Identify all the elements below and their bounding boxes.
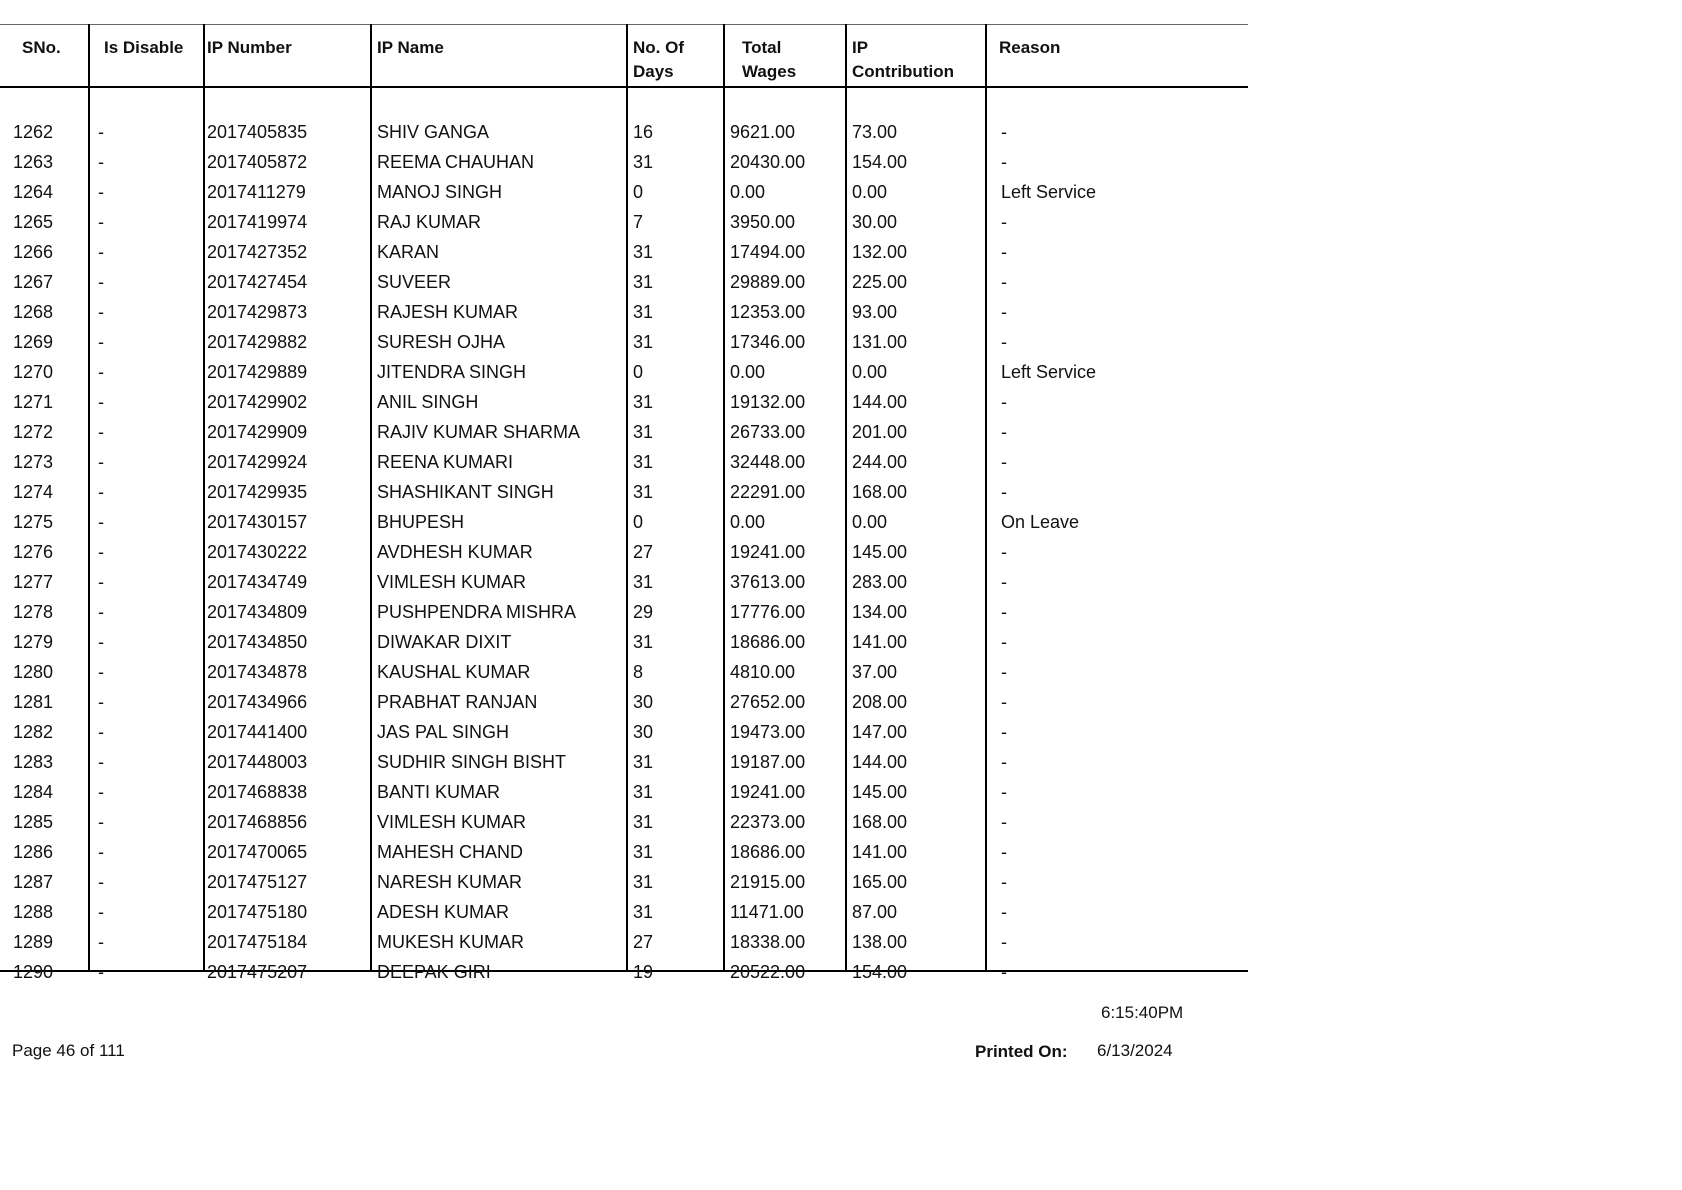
cell-is-disable: - — [98, 632, 104, 652]
table-row — [0, 357, 1248, 387]
cell-no-of-days: 8 — [633, 662, 644, 682]
cell-ip-contribution: 0.00 — [852, 512, 888, 532]
printed-on-label: Printed On: — [975, 1042, 1068, 1061]
cell-ip-contribution: 244.00 — [852, 452, 908, 472]
cell-ip-number: 2017427352 — [207, 242, 308, 262]
cell-is-disable: - — [98, 362, 104, 382]
cell-total-wages: 0.00 — [730, 362, 766, 382]
cell-no-of-days: 31 — [633, 272, 654, 292]
cell-ip-name: JAS PAL SINGH — [377, 722, 510, 742]
cell-total-wages: 19187.00 — [730, 752, 806, 772]
cell-no-of-days: 31 — [633, 152, 654, 172]
cell-sno: 1278 — [13, 602, 54, 622]
cell-sno: 1287 — [13, 872, 54, 892]
cell-total-wages: 19132.00 — [730, 392, 806, 412]
cell-reason: - — [1001, 812, 1007, 832]
cell-sno: 1286 — [13, 842, 54, 862]
cell-reason: - — [1001, 572, 1007, 592]
cell-is-disable: - — [98, 272, 104, 292]
cell-ip-name: KARAN — [377, 242, 440, 262]
cell-ip-name: AVDHESH KUMAR — [377, 542, 533, 562]
cell-ip-number: 2017430157 — [207, 512, 308, 532]
cell-total-wages: 37613.00 — [730, 572, 806, 592]
cell-total-wages: 18338.00 — [730, 932, 806, 952]
cell-sno: 1279 — [13, 632, 54, 652]
cell-is-disable: - — [98, 902, 104, 922]
cell-ip-number: 2017475127 — [207, 872, 308, 892]
cell-ip-contribution: 144.00 — [852, 392, 908, 412]
table-row — [0, 177, 1248, 207]
cell-is-disable: - — [98, 722, 104, 742]
cell-no-of-days: 27 — [633, 932, 654, 952]
cell-ip-name: RAJIV KUMAR SHARMA — [377, 422, 581, 442]
cell-total-wages: 0.00 — [730, 182, 766, 202]
cell-no-of-days: 31 — [633, 812, 654, 832]
cell-reason: - — [1001, 242, 1007, 262]
cell-total-wages: 3950.00 — [730, 212, 796, 232]
cell-ip-contribution: 145.00 — [852, 542, 908, 562]
cell-no-of-days: 30 — [633, 692, 654, 712]
table-body — [0, 117, 1248, 987]
cell-sno: 1265 — [13, 212, 54, 232]
cell-ip-name: VIMLESH KUMAR — [377, 812, 527, 832]
cell-is-disable: - — [98, 572, 104, 592]
cell-ip-name: DIWAKAR DIXIT — [377, 632, 512, 652]
cell-sno: 1274 — [13, 482, 54, 502]
cell-ip-contribution: 141.00 — [852, 632, 908, 652]
cell-no-of-days: 0 — [633, 512, 644, 532]
cell-is-disable: - — [98, 962, 104, 982]
cell-total-wages: 32448.00 — [730, 452, 806, 472]
cell-total-wages: 20430.00 — [730, 152, 806, 172]
cell-reason: - — [1001, 962, 1007, 982]
cell-sno: 1289 — [13, 932, 54, 952]
cell-ip-name: ANIL SINGH — [377, 392, 479, 412]
cell-ip-number: 2017419974 — [207, 212, 308, 232]
cell-ip-name: SHASHIKANT SINGH — [377, 482, 554, 502]
cell-reason: Left Service — [1001, 182, 1097, 202]
cell-ip-contribution: 131.00 — [852, 332, 908, 352]
table-row — [0, 747, 1248, 777]
cell-reason: - — [1001, 422, 1007, 442]
cell-sno: 1267 — [13, 272, 54, 292]
cell-ip-contribution: 283.00 — [852, 572, 908, 592]
cell-is-disable: - — [98, 812, 104, 832]
cell-is-disable: - — [98, 482, 104, 502]
cell-sno: 1266 — [13, 242, 54, 262]
cell-ip-contribution: 144.00 — [852, 752, 908, 772]
cell-total-wages: 20522.00 — [730, 962, 806, 982]
table-row — [0, 387, 1248, 417]
table-row — [0, 657, 1248, 687]
table-row — [0, 117, 1248, 147]
header-sno: SNo. — [22, 38, 61, 57]
cell-ip-number: 2017429873 — [207, 302, 308, 322]
cell-ip-contribution: 154.00 — [852, 152, 908, 172]
cell-total-wages: 26733.00 — [730, 422, 806, 442]
cell-ip-name: RAJESH KUMAR — [377, 302, 519, 322]
cell-total-wages: 17494.00 — [730, 242, 806, 262]
cell-reason: - — [1001, 452, 1007, 472]
cell-total-wages: 21915.00 — [730, 872, 806, 892]
printed-on-date: 6/13/2024 — [1097, 1041, 1173, 1060]
cell-sno: 1275 — [13, 512, 54, 532]
cell-ip-contribution: 132.00 — [852, 242, 908, 262]
cell-sno: 1264 — [13, 182, 54, 202]
cell-reason: - — [1001, 752, 1007, 772]
cell-no-of-days: 31 — [633, 422, 654, 442]
cell-is-disable: - — [98, 932, 104, 952]
cell-is-disable: - — [98, 512, 104, 532]
cell-reason: - — [1001, 632, 1007, 652]
cell-ip-number: 2017430222 — [207, 542, 308, 562]
cell-sno: 1284 — [13, 782, 54, 802]
cell-ip-number: 2017475184 — [207, 932, 308, 952]
cell-ip-name: VIMLESH KUMAR — [377, 572, 527, 592]
cell-no-of-days: 31 — [633, 872, 654, 892]
cell-ip-contribution: 30.00 — [852, 212, 898, 232]
cell-no-of-days: 27 — [633, 542, 654, 562]
cell-ip-name: SHIV GANGA — [377, 122, 490, 142]
cell-total-wages: 9621.00 — [730, 122, 796, 142]
cell-ip-name: MUKESH KUMAR — [377, 932, 525, 952]
header-ip-name: IP Name — [377, 38, 444, 57]
cell-ip-contribution: 208.00 — [852, 692, 908, 712]
cell-no-of-days: 31 — [633, 842, 654, 862]
cell-total-wages: 11471.00 — [730, 902, 804, 922]
cell-ip-number: 2017434809 — [207, 602, 308, 622]
table-row — [0, 267, 1248, 297]
cell-total-wages: 19473.00 — [730, 722, 806, 742]
cell-total-wages: 17776.00 — [730, 602, 806, 622]
cell-reason: - — [1001, 782, 1007, 802]
cell-sno: 1280 — [13, 662, 54, 682]
cell-is-disable: - — [98, 392, 104, 412]
cell-ip-name: PUSHPENDRA MISHRA — [377, 602, 577, 622]
cell-ip-name: MANOJ SINGH — [377, 182, 503, 202]
cell-no-of-days: 0 — [633, 182, 644, 202]
table-row — [0, 447, 1248, 477]
table-row — [0, 297, 1248, 327]
cell-ip-name: JITENDRA SINGH — [377, 362, 527, 382]
header-ip-contribution: IP Contribution — [852, 38, 954, 81]
cell-is-disable: - — [98, 692, 104, 712]
table-row — [0, 507, 1248, 537]
cell-ip-name: REEMA CHAUHAN — [377, 152, 535, 172]
cell-ip-number: 2017434966 — [207, 692, 308, 712]
table-row — [0, 897, 1248, 927]
cell-ip-number: 2017405835 — [207, 122, 308, 142]
cell-total-wages: 29889.00 — [730, 272, 806, 292]
print-time: 6:15:40PM — [1101, 1003, 1184, 1022]
cell-reason: On Leave — [1001, 512, 1080, 532]
cell-ip-number: 2017468856 — [207, 812, 308, 832]
header-is-disable: Is Disable — [104, 38, 184, 57]
cell-reason: - — [1001, 152, 1007, 172]
cell-ip-name: BHUPESH — [377, 512, 465, 532]
table-row — [0, 237, 1248, 267]
cell-is-disable: - — [98, 752, 104, 772]
cell-reason: - — [1001, 842, 1007, 862]
cell-total-wages: 17346.00 — [730, 332, 806, 352]
cell-is-disable: - — [98, 182, 104, 202]
cell-no-of-days: 31 — [633, 782, 654, 802]
cell-reason: Left Service — [1001, 362, 1097, 382]
table-row — [0, 537, 1248, 567]
cell-reason: - — [1001, 692, 1007, 712]
cell-reason: - — [1001, 602, 1007, 622]
cell-no-of-days: 31 — [633, 482, 654, 502]
header-total-wages: Total Wages — [742, 38, 797, 81]
cell-ip-contribution: 73.00 — [852, 122, 898, 142]
table-row — [0, 597, 1248, 627]
cell-ip-number: 2017427454 — [207, 272, 308, 292]
cell-sno: 1285 — [13, 812, 54, 832]
cell-no-of-days: 16 — [633, 122, 654, 142]
contribution-table — [0, 24, 1248, 982]
cell-ip-name: DEEPAK GIRI — [377, 962, 491, 982]
cell-reason: - — [1001, 542, 1007, 562]
cell-is-disable: - — [98, 842, 104, 862]
cell-sno: 1276 — [13, 542, 54, 562]
cell-is-disable: - — [98, 122, 104, 142]
table-row — [0, 687, 1248, 717]
cell-reason: - — [1001, 332, 1007, 352]
cell-total-wages: 12353.00 — [730, 302, 806, 322]
cell-sno: 1281 — [13, 692, 54, 712]
cell-ip-name: PRABHAT RANJAN — [377, 692, 538, 712]
cell-sno: 1272 — [13, 422, 54, 442]
cell-reason: - — [1001, 212, 1007, 232]
cell-reason: - — [1001, 272, 1007, 292]
table-row — [0, 627, 1248, 657]
cell-total-wages: 27652.00 — [730, 692, 806, 712]
cell-ip-number: 2017475180 — [207, 902, 308, 922]
cell-reason: - — [1001, 482, 1007, 502]
cell-reason: - — [1001, 722, 1007, 742]
cell-sno: 1273 — [13, 452, 54, 472]
header-ip-number: IP Number — [207, 38, 292, 57]
cell-total-wages: 22291.00 — [730, 482, 806, 502]
cell-is-disable: - — [98, 602, 104, 622]
cell-no-of-days: 29 — [633, 602, 654, 622]
cell-ip-number: 2017429924 — [207, 452, 308, 472]
cell-ip-contribution: 201.00 — [852, 422, 908, 442]
cell-sno: 1269 — [13, 332, 54, 352]
cell-total-wages: 18686.00 — [730, 842, 806, 862]
cell-total-wages: 18686.00 — [730, 632, 806, 652]
cell-is-disable: - — [98, 662, 104, 682]
cell-reason: - — [1001, 392, 1007, 412]
cell-ip-number: 2017429882 — [207, 332, 308, 352]
cell-is-disable: - — [98, 782, 104, 802]
cell-is-disable: - — [98, 152, 104, 172]
cell-ip-contribution: 147.00 — [852, 722, 908, 742]
cell-ip-number: 2017434878 — [207, 662, 308, 682]
table-row — [0, 867, 1248, 897]
cell-ip-number: 2017429909 — [207, 422, 308, 442]
cell-is-disable: - — [98, 332, 104, 352]
cell-reason: - — [1001, 302, 1007, 322]
cell-ip-contribution: 0.00 — [852, 182, 888, 202]
table-row — [0, 837, 1248, 867]
table-row — [0, 957, 1248, 987]
table-top-rule — [0, 24, 1248, 25]
table-row — [0, 417, 1248, 447]
cell-is-disable: - — [98, 872, 104, 892]
cell-ip-contribution: 138.00 — [852, 932, 908, 952]
cell-total-wages: 4810.00 — [730, 662, 796, 682]
cell-sno: 1270 — [13, 362, 54, 382]
cell-ip-name: SUVEER — [377, 272, 452, 292]
cell-reason: - — [1001, 122, 1007, 142]
cell-ip-name: SURESH OJHA — [377, 332, 506, 352]
cell-ip-number: 2017429935 — [207, 482, 308, 502]
table-row — [0, 207, 1248, 237]
cell-is-disable: - — [98, 542, 104, 562]
table-row — [0, 477, 1248, 507]
cell-total-wages: 0.00 — [730, 512, 766, 532]
cell-ip-number: 2017468838 — [207, 782, 308, 802]
cell-reason: - — [1001, 662, 1007, 682]
cell-ip-number: 2017429889 — [207, 362, 308, 382]
header-reason: Reason — [999, 38, 1061, 57]
table-row — [0, 147, 1248, 177]
cell-ip-number: 2017434749 — [207, 572, 308, 592]
cell-ip-name: RAJ KUMAR — [377, 212, 482, 232]
cell-is-disable: - — [98, 452, 104, 472]
cell-ip-number: 2017411279 — [207, 182, 306, 202]
cell-no-of-days: 31 — [633, 242, 654, 262]
cell-is-disable: - — [98, 302, 104, 322]
cell-ip-number: 2017475207 — [207, 962, 308, 982]
cell-ip-contribution: 154.00 — [852, 962, 908, 982]
header-bottom-rule — [0, 86, 1248, 88]
cell-no-of-days: 31 — [633, 392, 654, 412]
cell-sno: 1263 — [13, 152, 54, 172]
cell-total-wages: 19241.00 — [730, 782, 806, 802]
cell-ip-contribution: 225.00 — [852, 272, 908, 292]
cell-ip-number: 2017470065 — [207, 842, 308, 862]
cell-no-of-days: 31 — [633, 302, 654, 322]
cell-no-of-days: 30 — [633, 722, 654, 742]
cell-sno: 1271 — [13, 392, 54, 412]
cell-ip-contribution: 37.00 — [852, 662, 898, 682]
cell-no-of-days: 19 — [633, 962, 654, 982]
table-row — [0, 777, 1248, 807]
cell-ip-number: 2017448003 — [207, 752, 308, 772]
cell-ip-number: 2017441400 — [207, 722, 308, 742]
cell-no-of-days: 31 — [633, 572, 654, 592]
cell-ip-contribution: 168.00 — [852, 482, 908, 502]
cell-ip-name: NARESH KUMAR — [377, 872, 523, 892]
cell-reason: - — [1001, 902, 1007, 922]
cell-ip-name: BANTI KUMAR — [377, 782, 501, 802]
cell-sno: 1268 — [13, 302, 54, 322]
cell-is-disable: - — [98, 212, 104, 232]
cell-total-wages: 19241.00 — [730, 542, 806, 562]
cell-ip-contribution: 93.00 — [852, 302, 898, 322]
cell-is-disable: - — [98, 242, 104, 262]
table-row — [0, 327, 1248, 357]
cell-no-of-days: 31 — [633, 332, 654, 352]
cell-sno: 1283 — [13, 752, 54, 772]
cell-no-of-days: 0 — [633, 362, 644, 382]
cell-ip-number: 2017434850 — [207, 632, 308, 652]
table-row — [0, 567, 1248, 597]
cell-reason: - — [1001, 932, 1007, 952]
page-number: Page 46 of 111 — [12, 1041, 125, 1060]
cell-ip-name: REENA KUMARI — [377, 452, 514, 472]
cell-ip-contribution: 87.00 — [852, 902, 898, 922]
cell-ip-number: 2017429902 — [207, 392, 308, 412]
table-row — [0, 717, 1248, 747]
cell-no-of-days: 31 — [633, 632, 654, 652]
cell-ip-contribution: 141.00 — [852, 842, 908, 862]
cell-ip-contribution: 145.00 — [852, 782, 908, 802]
header-no-of-days: No. Of Days — [633, 38, 684, 81]
cell-ip-name: MAHESH CHAND — [377, 842, 524, 862]
cell-ip-name: SUDHIR SINGH BISHT — [377, 752, 567, 772]
cell-sno: 1282 — [13, 722, 54, 742]
cell-reason: - — [1001, 872, 1007, 892]
cell-ip-contribution: 134.00 — [852, 602, 908, 622]
cell-sno: 1290 — [13, 962, 54, 982]
cell-ip-contribution: 165.00 — [852, 872, 908, 892]
table-row — [0, 807, 1248, 837]
cell-no-of-days: 7 — [633, 212, 644, 232]
cell-sno: 1288 — [13, 902, 54, 922]
table-row — [0, 927, 1248, 957]
cell-ip-name: KAUSHAL KUMAR — [377, 662, 531, 682]
cell-no-of-days: 31 — [633, 902, 654, 922]
cell-no-of-days: 31 — [633, 452, 654, 472]
cell-ip-number: 2017405872 — [207, 152, 308, 172]
cell-total-wages: 22373.00 — [730, 812, 806, 832]
cell-no-of-days: 31 — [633, 752, 654, 772]
cell-ip-name: ADESH KUMAR — [377, 902, 510, 922]
cell-ip-contribution: 0.00 — [852, 362, 888, 382]
cell-sno: 1277 — [13, 572, 54, 592]
cell-ip-contribution: 168.00 — [852, 812, 908, 832]
cell-is-disable: - — [98, 422, 104, 442]
cell-sno: 1262 — [13, 122, 54, 142]
